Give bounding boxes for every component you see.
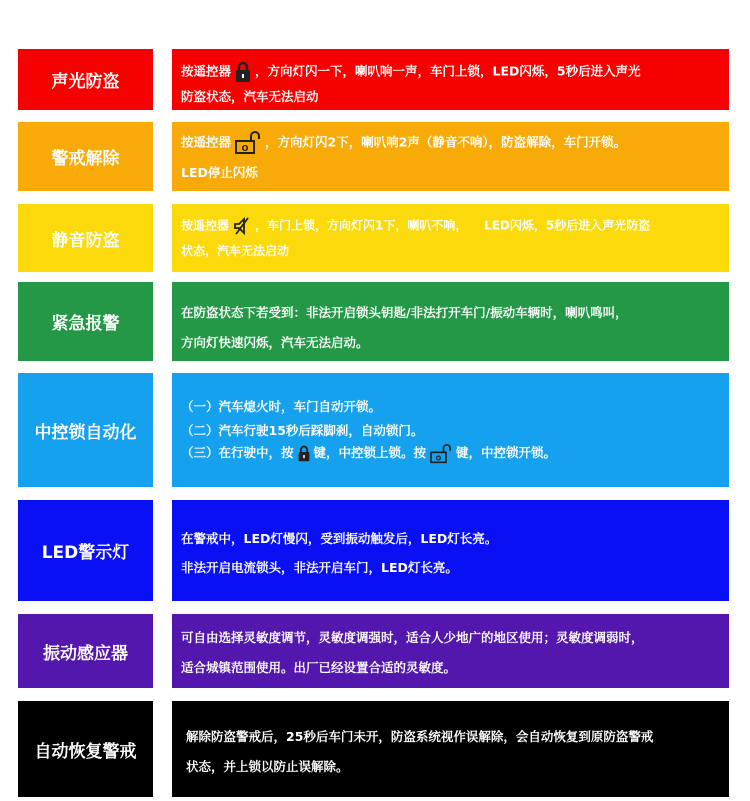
svg-text:O: O <box>435 454 442 463</box>
desc-text: ，方向灯闪一下，喇叭响一声，车门上锁，LED闪烁，5秒后进入声光 <box>255 63 641 79</box>
feature-row-sound-light-alarm <box>0 49 750 110</box>
feature-row-vibration-sensor <box>0 614 750 688</box>
feature-label: 紧急报警 <box>18 282 153 361</box>
lock-open-icon <box>429 444 453 464</box>
feature-row-silent-alarm <box>0 204 750 272</box>
desc-text: 按遥控器 <box>181 134 232 150</box>
desc-text: LED停止闪烁 <box>181 165 258 180</box>
feature-description <box>172 373 729 487</box>
desc-text: ，车门上锁，方向灯闪1下，喇叭不响， LED闪烁，5秒后进入声光防盗 <box>255 218 651 233</box>
feature-label: 振动感应器 <box>18 614 153 688</box>
feature-label: 静音防盗 <box>18 204 153 272</box>
feature-description <box>172 122 729 191</box>
feature-label: 警戒解除 <box>18 122 153 191</box>
desc-text: 按遥控器 <box>181 218 230 233</box>
desc-text: ，方向灯闪2下，喇叭响2声（静音不响），防盗解除，车门开锁。 <box>265 134 627 150</box>
desc-text: 在警戒中，LED灯慢闪，受到振动触发后，LED灯长亮。 <box>181 531 498 546</box>
desc-text: 适合城镇范围使用。出厂已经设置合适的灵敏度。 <box>181 660 457 675</box>
feature-label: LED警示灯 <box>18 500 153 601</box>
lock-closed-icon <box>234 61 252 83</box>
mute-speaker-icon <box>232 216 252 236</box>
feature-row-alert-release <box>0 122 750 191</box>
feature-description <box>172 701 729 797</box>
lock-closed-icon <box>297 445 311 462</box>
desc-text: 可自由选择灵敏度调节，灵敏度调强时，适合人少地广的地区使用；灵敏度调弱时， <box>181 630 644 645</box>
feature-description <box>172 282 729 361</box>
feature-row-auto-rearm <box>0 701 750 797</box>
feature-row-emergency-alarm <box>0 282 750 361</box>
desc-text: 在防盗状态下若受到：非法开启锁头钥匙/非法打开车门/振动车辆时，喇叭鸣叫， <box>181 305 628 320</box>
feature-label: 声光防盗 <box>18 49 153 110</box>
feature-description <box>172 204 729 272</box>
lock-open-icon <box>234 131 262 155</box>
feature-description <box>172 49 729 110</box>
feature-row-central-lock-automation <box>0 373 750 487</box>
feature-label: 自动恢复警戒 <box>18 701 153 797</box>
feature-description <box>172 500 729 601</box>
desc-text: （二）汽车行驶15秒后踩脚刹，自动锁门。 <box>181 423 424 438</box>
svg-text:O: O <box>241 144 249 153</box>
desc-text: （一）汽车熄火时，车门自动开锁。 <box>181 399 382 414</box>
desc-text: 键，中控锁开锁。 <box>456 445 557 460</box>
feature-row-led-warning-light <box>0 500 750 601</box>
desc-text: 解除防盗警戒后，25秒后车门未开，防盗系统视作误解除，会自动恢复到原防盗警戒 <box>186 729 654 744</box>
desc-text: 非法开启电流锁头，非法开启车门，LED灯长亮。 <box>181 560 458 575</box>
desc-text: 方向灯快速闪烁，汽车无法启动。 <box>181 335 369 350</box>
desc-text: （三）在行驶中，按 <box>181 445 294 460</box>
desc-text: 状态，并上锁以防止误解除。 <box>186 759 349 774</box>
desc-text: 键，中控锁上锁。按 <box>313 445 427 460</box>
feature-label: 中控锁自动化 <box>18 373 153 487</box>
desc-text: 状态，汽车无法启动 <box>181 244 290 258</box>
desc-text: 防盗状态，汽车无法启动 <box>181 89 319 104</box>
desc-text: 按遥控器 <box>181 63 232 79</box>
feature-description <box>172 614 729 688</box>
